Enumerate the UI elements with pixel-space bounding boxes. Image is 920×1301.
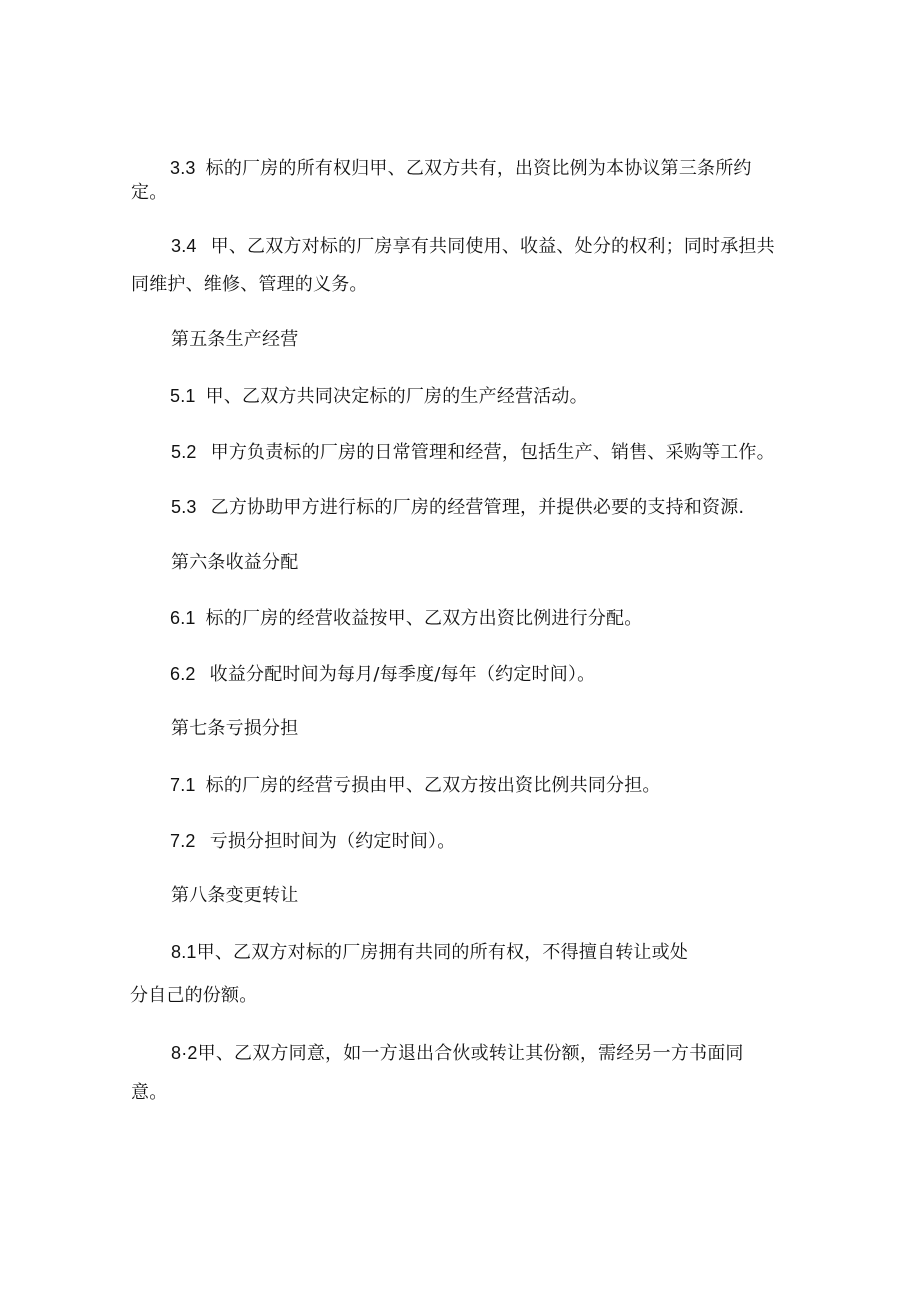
clause-number: 5.2 <box>171 442 197 462</box>
clause-8-1-line-1 <box>171 940 688 965</box>
clause-number: 8.1 <box>171 942 197 962</box>
clause-number: 6.1 <box>170 608 196 628</box>
article-heading: 第五条生产经营 <box>171 329 299 350</box>
clause-7-1 <box>170 773 661 798</box>
clause-3-4-line-2 <box>131 273 368 297</box>
article-7-heading <box>171 717 298 741</box>
clause-8-2-line-1 <box>171 1041 744 1066</box>
clause-number: 8·2 <box>171 1043 198 1063</box>
clause-text: 标的厂房的所有权归甲、乙双方共有，出资比例为本协议第三条所约 <box>205 158 752 179</box>
clause-number: 6.2 <box>170 664 196 684</box>
article-heading: 第六条收益分配 <box>171 552 299 573</box>
clause-number: 3.3 <box>170 158 196 178</box>
clause-8-1-line-2 <box>130 984 257 1008</box>
clause-number: 3.4 <box>171 236 197 256</box>
clause-6-1 <box>170 606 642 631</box>
clause-3-4-line-1 <box>171 234 775 259</box>
article-heading: 第八条变更转让 <box>171 885 299 906</box>
clause-number: 5.1 <box>170 386 196 406</box>
clause-text: 甲方负责标的厂房的日常管理和经营，包括生产、销售、采购等工作。 <box>210 442 775 463</box>
article-6-heading <box>171 551 298 575</box>
clause-text: 定。 <box>131 182 168 203</box>
clause-text: 同维护、维修、管理的义务。 <box>131 274 368 295</box>
clause-text: 甲、乙双方共同决定标的厂房的生产经营活动。 <box>205 386 588 407</box>
clause-5-3 <box>171 495 744 520</box>
clause-text: 亏损分担时间为（约定时间）。 <box>209 831 456 852</box>
clause-8-2-line-2 <box>131 1081 167 1105</box>
article-heading: 第七条亏损分担 <box>171 718 299 739</box>
article-8-heading <box>171 884 298 908</box>
clause-text: 标的厂房的经营收益按甲、乙双方出资比例进行分配。 <box>205 608 643 629</box>
article-5-heading <box>171 328 298 352</box>
clause-6-2 <box>170 662 595 687</box>
clause-text: 分自己的份额。 <box>130 985 258 1006</box>
clause-text: 收益分配时间为每月/每季度/每年（约定时间）。 <box>209 664 596 685</box>
clause-3-3-line-2 <box>131 181 167 205</box>
clause-text: 甲、乙双方对标的厂房拥有共同的所有权，不得擅自转让或处 <box>196 942 689 963</box>
clause-text: 标的厂房的经营亏损由甲、乙双方按出资比例共同分担。 <box>205 775 661 796</box>
clause-text: 甲、乙双方同意，如一方退出合伙或转让其份额，需经另一方书面同 <box>197 1043 744 1064</box>
clause-text: 乙方协助甲方进行标的厂房的经营管理，并提供必要的支持和资源. <box>210 497 745 518</box>
clause-number: 5.3 <box>171 497 197 517</box>
clause-5-1 <box>170 384 588 409</box>
clause-3-3-line-1 <box>170 156 752 181</box>
clause-7-2 <box>170 829 455 854</box>
clause-number: 7.2 <box>170 831 196 851</box>
clause-5-2 <box>171 440 775 465</box>
clause-number: 7.1 <box>170 775 196 795</box>
clause-text: 甲、乙双方对标的厂房享有共同使用、收益、处分的权利；同时承担共 <box>210 236 775 257</box>
clause-text: 意。 <box>131 1082 168 1103</box>
